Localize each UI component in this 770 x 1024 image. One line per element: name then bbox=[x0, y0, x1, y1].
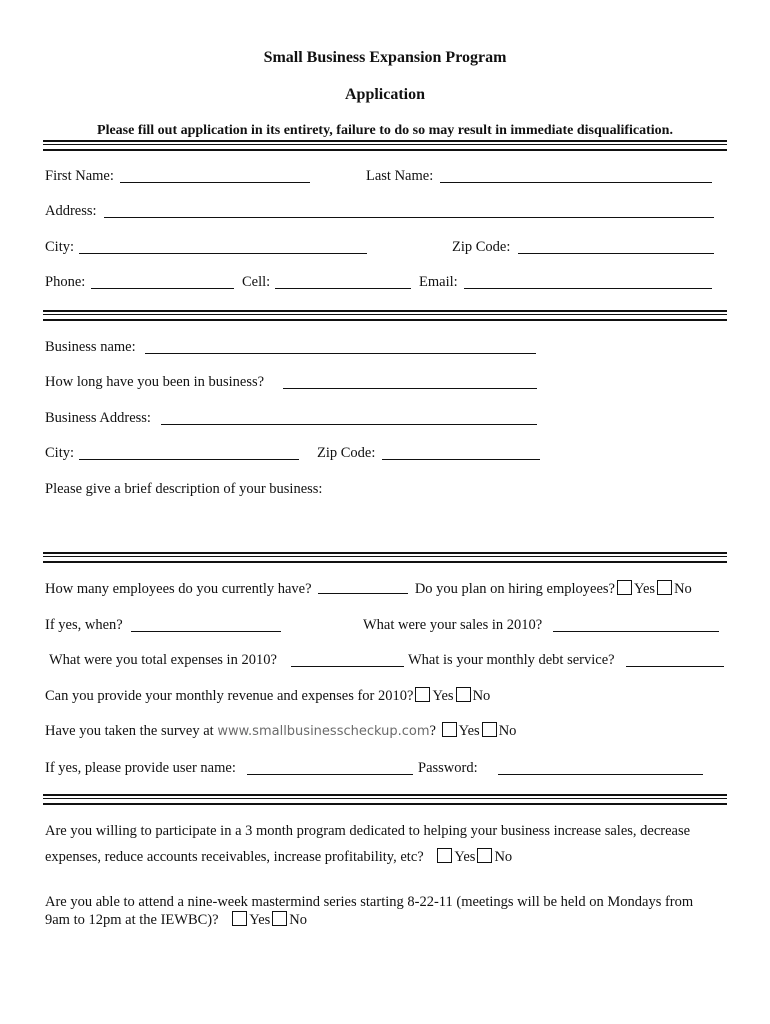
program-yes-checkbox[interactable] bbox=[437, 848, 452, 863]
mastermind-question-text: 9am to 12pm at the IEWBC)? bbox=[45, 912, 219, 928]
provide-revenue-label: Can you provide your monthly revenue and expenses for 2010? bbox=[45, 688, 414, 704]
debt-service-label: What is your monthly debt service? bbox=[408, 652, 615, 668]
sales-2010-field[interactable] bbox=[553, 631, 719, 632]
last-name-field[interactable] bbox=[440, 182, 712, 183]
password-label: Password: bbox=[418, 760, 478, 776]
hiring-yes-label: Yes bbox=[633, 581, 656, 597]
phone-field[interactable] bbox=[91, 288, 234, 289]
expenses-2010-field[interactable] bbox=[291, 666, 404, 667]
form-title: Small Business Expansion Program bbox=[263, 49, 507, 66]
phone-label: Phone: bbox=[45, 274, 86, 290]
years-in-business-field[interactable] bbox=[283, 388, 537, 389]
section-divider bbox=[43, 552, 727, 563]
program-question-text: expenses, reduce accounts receivables, increase profitability, etc? bbox=[45, 849, 424, 865]
employees-label: How many employees do you currently have? bbox=[45, 581, 312, 597]
section-divider bbox=[43, 310, 727, 321]
mastermind-yes-checkbox[interactable] bbox=[232, 911, 247, 926]
mastermind-no-label: No bbox=[289, 912, 308, 928]
business-zip-label: Zip Code: bbox=[317, 445, 376, 461]
program-no-checkbox[interactable] bbox=[477, 848, 492, 863]
hiring-yes-checkbox[interactable] bbox=[617, 580, 632, 595]
city-label: City: bbox=[45, 239, 75, 255]
sales-2010-label: What were your sales in 2010? bbox=[363, 617, 543, 633]
address-field[interactable] bbox=[104, 217, 714, 218]
survey-link[interactable]: www.smallbusinesscheckup.com bbox=[217, 724, 430, 739]
first-name-label: First Name: bbox=[45, 168, 114, 184]
cell-field[interactable] bbox=[275, 288, 411, 289]
revenue-no-checkbox[interactable] bbox=[456, 687, 471, 702]
employees-field[interactable] bbox=[318, 581, 408, 594]
section-divider bbox=[43, 140, 727, 151]
mastermind-yes-label: Yes bbox=[249, 912, 271, 928]
business-zip-field[interactable] bbox=[382, 459, 540, 460]
instruction-text: Please fill out application in its entirety, failure to do so may result in immediate disqualification. bbox=[97, 123, 673, 138]
expenses-2010-label: What were you total expenses in 2010? bbox=[49, 652, 277, 668]
password-field[interactable] bbox=[498, 774, 703, 775]
username-label: If yes, please provide user name: bbox=[45, 760, 236, 776]
business-description-label: Please give a brief description of your business: bbox=[45, 481, 323, 497]
business-address-field[interactable] bbox=[161, 424, 537, 425]
business-city-field[interactable] bbox=[79, 459, 299, 460]
zip-label: Zip Code: bbox=[452, 239, 511, 255]
survey-label: Have you taken the survey at bbox=[45, 723, 214, 739]
form-subtitle: Application bbox=[344, 86, 425, 103]
cell-label: Cell: bbox=[242, 274, 271, 290]
username-field[interactable] bbox=[247, 774, 413, 775]
employees-question bbox=[45, 580, 692, 598]
last-name-label: Last Name: bbox=[366, 168, 434, 184]
business-address-label: Business Address: bbox=[45, 410, 151, 426]
survey-yes-checkbox[interactable] bbox=[442, 722, 457, 737]
program-question-line2 bbox=[45, 848, 512, 866]
city-field[interactable] bbox=[79, 253, 367, 254]
if-yes-when-field[interactable] bbox=[131, 631, 281, 632]
survey-yes-label: Yes bbox=[458, 723, 480, 739]
email-label: Email: bbox=[419, 274, 458, 290]
survey-no-checkbox[interactable] bbox=[482, 722, 497, 737]
provide-revenue-question bbox=[45, 687, 490, 705]
program-no-label: No bbox=[494, 849, 513, 865]
program-yes-label: Yes bbox=[454, 849, 476, 865]
mastermind-question-line2 bbox=[45, 911, 307, 929]
revenue-yes-checkbox[interactable] bbox=[415, 687, 430, 702]
if-yes-when-label: If yes, when? bbox=[45, 617, 123, 633]
years-in-business-label: How long have you been in business? bbox=[45, 374, 265, 390]
business-name-field[interactable] bbox=[145, 353, 536, 354]
mastermind-no-checkbox[interactable] bbox=[272, 911, 287, 926]
hiring-no-checkbox[interactable] bbox=[657, 580, 672, 595]
zip-field[interactable] bbox=[518, 253, 714, 254]
revenue-no-label: No bbox=[472, 688, 491, 704]
business-name-label: Business name: bbox=[45, 339, 136, 355]
debt-service-field[interactable] bbox=[626, 666, 724, 667]
business-description-area[interactable] bbox=[45, 500, 725, 546]
hiring-no-label: No bbox=[674, 581, 692, 597]
section-divider bbox=[43, 794, 727, 805]
business-city-label: City: bbox=[45, 445, 75, 461]
address-label: Address: bbox=[45, 203, 97, 219]
mastermind-question-line1: Are you able to attend a nine-week mastermind series starting 8-22-11 (meetings will be held on Mondays from bbox=[45, 894, 694, 910]
revenue-yes-label: Yes bbox=[432, 688, 454, 704]
program-question-line1: Are you willing to participate in a 3 month program dedicated to helping your business increase sales, decrease bbox=[45, 823, 691, 839]
first-name-field[interactable] bbox=[120, 182, 310, 183]
email-field[interactable] bbox=[464, 288, 712, 289]
survey-suffix: ? bbox=[429, 723, 436, 739]
hiring-label: Do you plan on hiring employees? bbox=[414, 581, 615, 597]
survey-no-label: No bbox=[498, 723, 517, 739]
survey-question bbox=[45, 722, 516, 741]
